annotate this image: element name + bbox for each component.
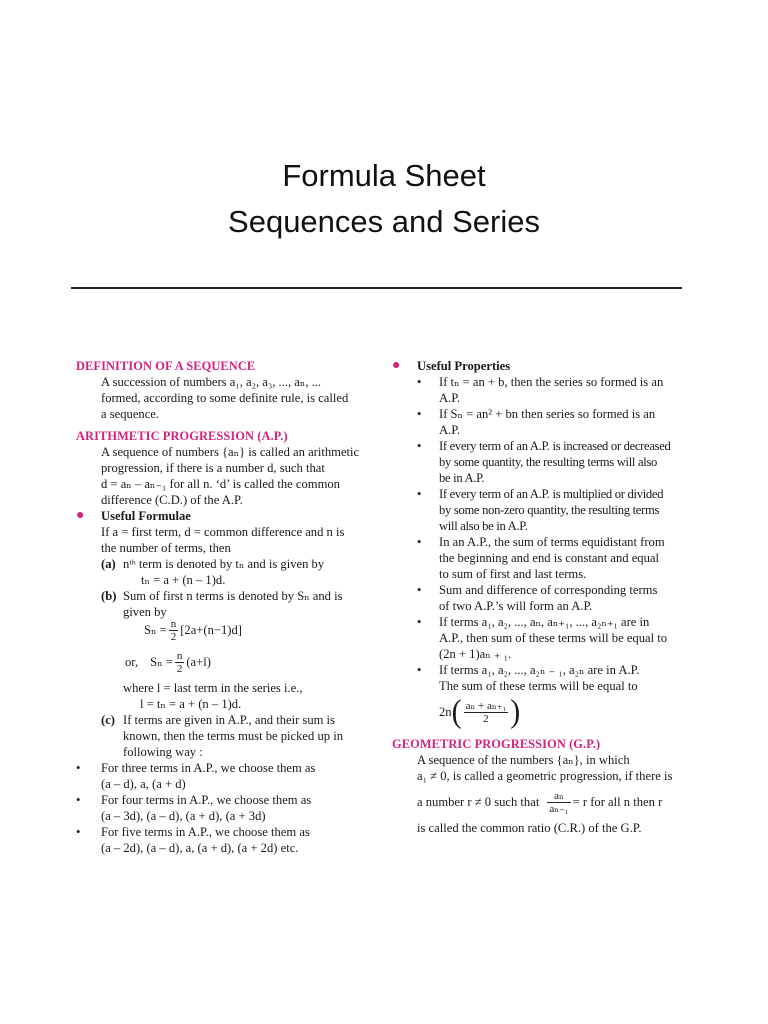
bullet-icon: • bbox=[417, 375, 422, 389]
text-line: progression, if there is a number d, such that bbox=[101, 461, 325, 475]
sum-2n-formula bbox=[392, 694, 690, 730]
list-item bbox=[392, 614, 690, 662]
text-line: be in A.P. bbox=[439, 471, 485, 485]
text-line: by some non-zero quantity, the resulting terms bbox=[439, 503, 660, 517]
text-line: of two A.P.’s will form an A.P. bbox=[439, 599, 593, 613]
gp-text bbox=[392, 752, 690, 784]
item-label: (c) bbox=[101, 713, 115, 727]
text-line: (2n + 1)aₙ ₊ ₁. bbox=[439, 647, 512, 661]
list-item bbox=[76, 792, 374, 824]
sum-formula-2 bbox=[76, 646, 374, 678]
list-item bbox=[392, 374, 690, 406]
bullet-icon: • bbox=[417, 407, 422, 421]
or-label: or, bbox=[125, 655, 139, 669]
text-line: If every term of an A.P. is multiplied or divided bbox=[439, 487, 664, 501]
text-line: A.P. bbox=[439, 391, 460, 405]
bullet-icon: ● bbox=[392, 358, 401, 373]
text-line: Sum and difference of corresponding terms bbox=[439, 583, 658, 597]
sheet-title: Formula Sheet bbox=[282, 158, 486, 193]
list-item bbox=[392, 534, 690, 582]
bullet-icon: • bbox=[76, 825, 81, 839]
text-line: A succession of numbers a₁, a₂, a₃, ..., aₙ, ... bbox=[101, 375, 322, 389]
text-line: If Sₙ = an² + bn then series so formed is an bbox=[439, 407, 656, 421]
fraction-denominator: aₙ₋₁ bbox=[549, 802, 569, 815]
text-line: If terms a₁, a₂, ..., a₂ₙ ₋ ₁, a₂ₙ are in A.P. bbox=[439, 663, 640, 677]
text-line: If terms are given in A.P., and their sum is bbox=[123, 713, 335, 727]
text-line: If every term of an A.P. is increased or decreased bbox=[439, 439, 671, 453]
bullet-icon: ● bbox=[76, 508, 85, 523]
text-line: formed, according to some definite rule, is called bbox=[101, 391, 349, 405]
formula-lhs: Sₙ = bbox=[144, 623, 167, 637]
list-item bbox=[392, 406, 690, 438]
formulae-heading: Useful Formulae bbox=[101, 509, 191, 523]
item-a-formula: tₙ = a + (n – 1)d. bbox=[141, 573, 226, 587]
text-line: l = tₙ = a + (n – 1)d. bbox=[140, 697, 242, 711]
text-line: a₁ ≠ 0, is called a geometric progression, if there is bbox=[417, 769, 673, 783]
text-line: a sequence. bbox=[101, 407, 160, 421]
text-line: difference (C.D.) of the A.P. bbox=[101, 493, 243, 507]
fraction-denominator: 2 bbox=[176, 662, 183, 675]
formula-lhs: 2n bbox=[439, 705, 452, 719]
text-line: A.P., then sum of these terms will be equal to bbox=[439, 631, 668, 645]
list-item bbox=[392, 662, 690, 694]
fraction-numerator: aₙ + aₙ₊₁ bbox=[465, 699, 507, 712]
item-label: (b) bbox=[101, 589, 117, 603]
list-item bbox=[392, 486, 690, 534]
list-item bbox=[76, 760, 374, 792]
definition-text bbox=[76, 374, 374, 422]
text-line: A.P. bbox=[439, 423, 460, 437]
bullet-icon: • bbox=[417, 663, 422, 677]
text-line: A sequence of numbers {aₙ} is called an arithmetic bbox=[101, 445, 360, 459]
bullet-icon: • bbox=[76, 793, 81, 807]
left-paren-icon: ( bbox=[451, 693, 462, 730]
list-item bbox=[76, 824, 374, 856]
bullet-icon: • bbox=[417, 439, 422, 453]
properties-heading: Useful Properties bbox=[417, 359, 511, 373]
item-a bbox=[76, 556, 374, 572]
formula-rhs: [2a+(n−1)d] bbox=[180, 623, 242, 637]
text-line: If terms a₁, a₂, ..., aₙ, aₙ₊₁, ..., a₂ₙ₊₁ are in bbox=[439, 615, 650, 629]
text-line: (a – 2d), (a – d), a, (a + d), (a + 2d) etc. bbox=[101, 841, 299, 855]
text-line: = r for all n then r bbox=[572, 795, 663, 809]
bullet-icon: • bbox=[417, 487, 422, 501]
list-item bbox=[392, 582, 690, 614]
text-line: (a – 3d), (a – d), (a + d), (a + 3d) bbox=[101, 809, 266, 823]
gp-ratio-line bbox=[392, 784, 690, 820]
fraction-denominator: 2 bbox=[170, 630, 177, 643]
bullet-icon: • bbox=[417, 615, 422, 629]
fraction bbox=[175, 650, 185, 675]
gp-heading: GEOMETRIC PROGRESSION (G.P.) bbox=[392, 737, 601, 751]
text-line: d = aₙ – aₙ₋₁ for all n. ‘d’ is called the common bbox=[101, 477, 340, 491]
fraction-numerator: aₙ bbox=[547, 790, 570, 803]
text-line: For five terms in A.P., we choose them as bbox=[101, 825, 310, 839]
item-b bbox=[76, 588, 374, 620]
formula-rhs: (a+l) bbox=[186, 655, 211, 669]
text-line: the beginning and end is constant and equal bbox=[439, 551, 659, 565]
text-line: known, then the terms must be picked up in bbox=[123, 729, 344, 743]
fraction bbox=[464, 700, 509, 725]
text-line: If tₙ = an + b, then the series so formed is an bbox=[439, 375, 664, 389]
item-a-text: nᵗʰ term is denoted by tₙ and is given by bbox=[123, 557, 325, 571]
definition-heading: DEFINITION OF A SEQUENCE bbox=[76, 359, 256, 373]
bullet-icon: • bbox=[417, 535, 422, 549]
where-text bbox=[76, 680, 374, 712]
text-line: where l = last term in the series i.e., bbox=[123, 681, 303, 695]
right-paren-icon: ) bbox=[510, 693, 521, 730]
gp-line-4: is called the common ratio (C.R.) of the G.P. bbox=[417, 821, 642, 835]
title-divider bbox=[71, 287, 682, 289]
text-line: For three terms in A.P., we choose them as bbox=[101, 761, 316, 775]
text-line: given by bbox=[123, 605, 167, 619]
text-line: the number of terms, then bbox=[101, 541, 231, 555]
bullet-icon: • bbox=[417, 583, 422, 597]
left-column bbox=[76, 358, 374, 856]
list-item bbox=[392, 438, 690, 486]
text-line: Sum of first n terms is denoted by Sₙ and is bbox=[123, 589, 343, 603]
text-line: In an A.P., the sum of terms equidistant from bbox=[439, 535, 665, 549]
text-line: If a = first term, d = common difference and n is bbox=[101, 525, 345, 539]
item-c bbox=[76, 712, 374, 760]
fraction-numerator: n bbox=[170, 617, 177, 630]
right-column bbox=[392, 358, 690, 836]
text-line: a number r ≠ 0 such that bbox=[417, 795, 540, 809]
text-line: to sum of first and last terms. bbox=[439, 567, 587, 581]
fraction bbox=[169, 618, 179, 643]
properties-heading-row bbox=[392, 358, 690, 374]
text-line: For four terms in A.P., we choose them as bbox=[101, 793, 312, 807]
formulae-heading-row bbox=[76, 508, 374, 524]
fraction bbox=[547, 790, 570, 815]
bullet-icon: • bbox=[76, 761, 81, 775]
item-label: (a) bbox=[101, 557, 116, 571]
text-line: following way : bbox=[123, 745, 203, 759]
text-line: A sequence of the numbers {aₙ}, in which bbox=[417, 753, 630, 767]
ap-text bbox=[76, 444, 374, 508]
sheet-subtitle: Sequences and Series bbox=[228, 204, 540, 239]
formula-lhs: Sₙ = bbox=[150, 655, 173, 669]
text-line: by some quantity, the resulting terms will also bbox=[439, 455, 658, 469]
text-line: The sum of these terms will be equal to bbox=[439, 679, 638, 693]
fraction-numerator: n bbox=[176, 649, 183, 662]
text-line: will also be in A.P. bbox=[439, 519, 528, 533]
formulae-intro bbox=[76, 524, 374, 556]
fraction-denominator: 2 bbox=[483, 712, 489, 725]
text-line: (a – d), a, (a + d) bbox=[101, 777, 186, 791]
ap-heading: ARITHMETIC PROGRESSION (A.P.) bbox=[76, 429, 288, 443]
